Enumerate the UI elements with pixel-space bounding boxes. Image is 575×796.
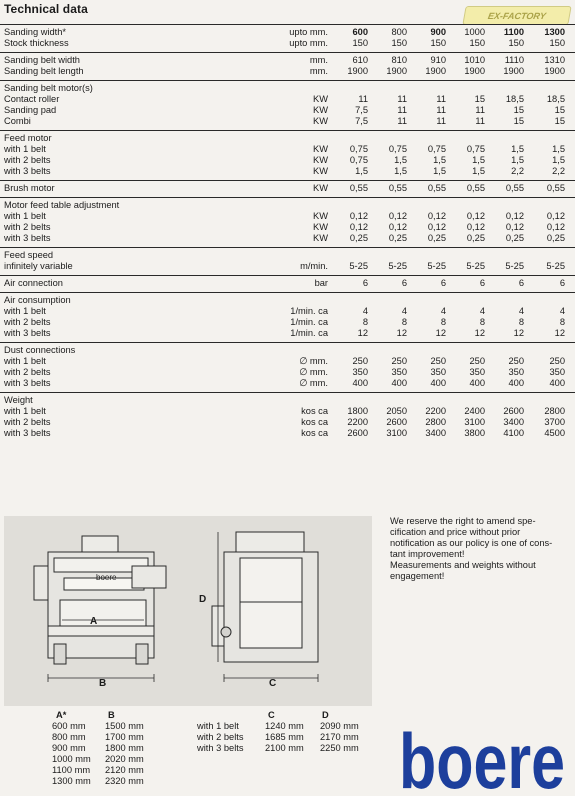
spec-value: 1,5 <box>355 166 368 176</box>
spec-row <box>0 250 575 261</box>
spec-value: 0,12 <box>505 211 524 221</box>
spec-value: 400 <box>430 378 446 388</box>
dim-a-value: 800 mm <box>52 732 86 742</box>
spec-value: 400 <box>469 378 485 388</box>
spec-value: 4 <box>401 306 407 316</box>
spec-row <box>0 278 575 289</box>
spec-row <box>0 183 575 194</box>
spec-label: with 2 belts <box>4 317 51 327</box>
spec-value: 4 <box>479 306 485 316</box>
spec-section <box>0 342 575 392</box>
spec-value: 8 <box>362 317 368 327</box>
spec-label: with 2 belts <box>4 367 51 377</box>
spec-value: 12 <box>474 328 485 338</box>
spec-row <box>0 356 575 367</box>
dim-header-c: C <box>268 710 275 720</box>
spec-section <box>0 292 575 342</box>
spec-value: 2,2 <box>552 166 565 176</box>
spec-row <box>0 306 575 317</box>
spec-label: with 2 belts <box>4 222 51 232</box>
spec-value: 5-25 <box>427 261 446 271</box>
spec-value: 6 <box>559 278 565 288</box>
spec-value: 8 <box>401 317 407 327</box>
spec-row <box>0 345 575 356</box>
spec-label: Dust connections <box>4 345 76 355</box>
spec-value: 12 <box>396 328 407 338</box>
spec-value: 0,25 <box>388 233 407 243</box>
spec-row <box>0 83 575 94</box>
spec-label: Motor feed table adjustment <box>4 200 120 210</box>
spec-section <box>0 24 575 52</box>
spec-value: 250 <box>430 356 446 366</box>
spec-value: 6 <box>401 278 407 288</box>
spec-label: with 3 belts <box>4 166 51 176</box>
note-line: tant improvement! <box>390 549 465 559</box>
dim-header-b: B <box>108 710 115 720</box>
spec-section <box>0 180 575 197</box>
spec-value: 400 <box>391 378 407 388</box>
spec-value: 350 <box>549 367 565 377</box>
spec-row <box>0 38 575 49</box>
spec-unit: mm. <box>309 66 328 76</box>
spec-row <box>0 133 575 144</box>
spec-label: Feed speed <box>4 250 54 260</box>
spec-value: 350 <box>469 367 485 377</box>
spec-value: 1900 <box>464 66 485 76</box>
spec-row <box>0 378 575 389</box>
dim-a-label: A <box>90 616 98 627</box>
spec-section <box>0 52 575 80</box>
spec-value: 150 <box>430 38 446 48</box>
spec-row <box>0 261 575 272</box>
spec-label: Feed motor <box>4 133 52 143</box>
spec-value: 12 <box>435 328 446 338</box>
spec-value: 400 <box>352 378 368 388</box>
spec-value: 150 <box>352 38 368 48</box>
spec-value: 150 <box>469 38 485 48</box>
spec-value: 0,75 <box>388 144 407 154</box>
dim-belt-label: with 2 belts <box>197 732 244 742</box>
spec-value: 12 <box>357 328 368 338</box>
spec-value: 1,5 <box>433 155 446 165</box>
spec-section <box>0 392 575 442</box>
spec-unit: ∅ mm. <box>299 367 328 377</box>
spec-value: 1110 <box>504 55 524 65</box>
spec-value: 11 <box>397 116 407 126</box>
spec-value: 12 <box>513 328 524 338</box>
spec-value: 1,5 <box>394 155 407 165</box>
spec-value: 350 <box>352 367 368 377</box>
dim-belt-label: with 1 belt <box>197 721 239 731</box>
spec-label: Sanding belt length <box>4 66 84 76</box>
spec-unit: ∅ mm. <box>299 378 328 388</box>
dim-a-value: 900 mm <box>52 743 86 753</box>
spec-label: with 3 belts <box>4 233 51 243</box>
spec-unit: KW <box>313 144 328 154</box>
dim-b-value: 2020 mm <box>105 754 144 764</box>
side-view <box>212 532 318 682</box>
spec-value: 6 <box>479 278 485 288</box>
spec-value: 600 <box>352 27 368 37</box>
spec-value: 0,55 <box>427 183 446 193</box>
spec-value: 150 <box>508 38 524 48</box>
spec-value: 250 <box>391 356 407 366</box>
logo-text: boere <box>399 720 565 792</box>
spec-value: 810 <box>391 55 407 65</box>
spec-value: 0,55 <box>466 183 485 193</box>
spec-label: with 1 belt <box>4 356 46 366</box>
spec-label: with 2 belts <box>4 417 51 427</box>
spec-value: 15 <box>513 105 524 115</box>
spec-value: 8 <box>440 317 446 327</box>
spec-value: 800 <box>391 27 407 37</box>
spec-label: Combi <box>4 116 31 126</box>
spec-value: 0,12 <box>546 222 565 232</box>
spec-value: 1100 <box>503 27 524 37</box>
spec-value: 0,25 <box>505 233 524 243</box>
spec-label: Brush motor <box>4 183 55 193</box>
note-line: cification and price without prior <box>390 527 521 537</box>
spec-value: 3100 <box>464 417 485 427</box>
spec-value: 3400 <box>503 417 524 427</box>
spec-value: 250 <box>352 356 368 366</box>
spec-row <box>0 395 575 406</box>
spec-value: 4100 <box>503 428 524 438</box>
spec-row <box>0 417 575 428</box>
spec-row <box>0 66 575 77</box>
spec-value: 4 <box>440 306 446 316</box>
spec-value: 1,5 <box>394 166 407 176</box>
spec-value: 250 <box>508 356 524 366</box>
dim-b-value: 2320 mm <box>105 776 144 786</box>
spec-value: 6 <box>518 278 524 288</box>
spec-value: 12 <box>554 328 565 338</box>
spec-label: with 3 belts <box>4 428 51 438</box>
spec-value: 0,12 <box>466 222 485 232</box>
spec-value: 8 <box>479 317 485 327</box>
spec-value: 11 <box>358 94 368 104</box>
spec-unit: upto mm. <box>289 38 328 48</box>
spec-value: 2200 <box>425 406 446 416</box>
spec-value: 1,5 <box>433 166 446 176</box>
spec-label: Sanding belt motor(s) <box>4 83 93 93</box>
spec-row <box>0 406 575 417</box>
spec-value: 0,12 <box>427 222 446 232</box>
spec-value: 15 <box>513 116 524 126</box>
spec-value: 4 <box>362 306 368 316</box>
technical-data-table <box>0 24 575 442</box>
spec-label: Sanding width* <box>4 27 67 37</box>
spec-value: 11 <box>436 94 446 104</box>
spec-value: 4500 <box>544 428 565 438</box>
spec-value: 0,12 <box>546 211 565 221</box>
spec-unit: kos ca <box>301 417 328 427</box>
spec-row <box>0 116 575 127</box>
spec-value: 250 <box>469 356 485 366</box>
spec-value: 0,25 <box>466 233 485 243</box>
spec-value: 6 <box>440 278 446 288</box>
spec-value: 15 <box>474 94 485 104</box>
spec-unit: KW <box>313 183 328 193</box>
dim-b-value: 1800 mm <box>105 743 144 753</box>
dim-d-value: 2250 mm <box>320 743 359 753</box>
spec-label: Sanding pad <box>4 105 57 115</box>
spec-value: 11 <box>475 116 485 126</box>
spec-value: 1,5 <box>552 155 565 165</box>
spec-value: 7,5 <box>355 116 368 126</box>
spec-section <box>0 80 575 130</box>
spec-value: 1300 <box>544 27 565 37</box>
spec-row <box>0 328 575 339</box>
spec-value: 250 <box>549 356 565 366</box>
spec-value: 3700 <box>544 417 565 427</box>
page-title: Technical data <box>4 2 88 16</box>
spec-unit: KW <box>313 222 328 232</box>
spec-value: 400 <box>549 378 565 388</box>
spec-label: with 1 belt <box>4 144 46 154</box>
spec-value: 8 <box>518 317 524 327</box>
spec-label: with 3 belts <box>4 378 51 388</box>
spec-value: 2800 <box>544 406 565 416</box>
spec-row <box>0 27 575 38</box>
spec-value: 150 <box>391 38 407 48</box>
spec-unit: mm. <box>309 55 328 65</box>
spec-value: 5-25 <box>349 261 368 271</box>
spec-unit: upto mm. <box>289 27 328 37</box>
spec-unit: kos ca <box>301 428 328 438</box>
spec-unit: kos ca <box>301 406 328 416</box>
spec-label: Contact roller <box>4 94 60 104</box>
spec-value: 2600 <box>503 406 524 416</box>
spec-value: 2400 <box>464 406 485 416</box>
dim-b-value: 2120 mm <box>105 765 144 775</box>
spec-row <box>0 295 575 306</box>
spec-label: Stock thickness <box>4 38 69 48</box>
spec-label: with 1 belt <box>4 306 46 316</box>
spec-value: 0,55 <box>349 183 368 193</box>
spec-row <box>0 144 575 155</box>
spec-value: 18,5 <box>546 94 565 104</box>
spec-value: 1,5 <box>552 144 565 154</box>
spec-label: Weight <box>4 395 33 405</box>
spec-row <box>0 428 575 439</box>
spec-value: 610 <box>352 55 368 65</box>
spec-value: 8 <box>559 317 565 327</box>
spec-value: 2,2 <box>511 166 524 176</box>
spec-value: 1900 <box>425 66 446 76</box>
machine-drawing-svg <box>4 516 372 706</box>
spec-value: 0,12 <box>349 211 368 221</box>
spec-value: 15 <box>554 105 565 115</box>
spec-value: 1800 <box>347 406 368 416</box>
spec-section <box>0 197 575 247</box>
spec-value: 1,5 <box>472 166 485 176</box>
spec-unit: KW <box>313 94 328 104</box>
spec-value: 400 <box>508 378 524 388</box>
spec-row <box>0 317 575 328</box>
spec-value: 0,12 <box>388 211 407 221</box>
spec-value: 350 <box>430 367 446 377</box>
spec-value: 1900 <box>503 66 524 76</box>
spec-value: 0,12 <box>466 211 485 221</box>
spec-value: 1,5 <box>472 155 485 165</box>
spec-unit: m/min. <box>300 261 328 271</box>
dim-d-value: 2170 mm <box>320 732 359 742</box>
dim-c-label: C <box>269 678 277 689</box>
spec-value: 0,55 <box>546 183 565 193</box>
spec-value: 2050 <box>386 406 407 416</box>
note-line: engagement! <box>390 571 445 581</box>
spec-value: 11 <box>475 105 485 115</box>
dim-a-value: 1300 mm <box>52 776 91 786</box>
spec-value: 5-25 <box>466 261 485 271</box>
spec-section <box>0 130 575 180</box>
ex-factory-watermark: EX-FACTORY <box>462 6 571 25</box>
spec-label: with 1 belt <box>4 406 46 416</box>
spec-value: 1900 <box>347 66 368 76</box>
spec-unit: KW <box>313 166 328 176</box>
spec-label: with 2 belts <box>4 155 51 165</box>
spec-label: infinitely variable <box>4 261 73 271</box>
spec-value: 150 <box>549 38 565 48</box>
spec-value: 0,75 <box>349 144 368 154</box>
spec-unit: ∅ mm. <box>299 356 328 366</box>
dim-belt-label: with 3 belts <box>197 743 244 753</box>
spec-label: with 1 belt <box>4 211 46 221</box>
spec-unit: KW <box>313 233 328 243</box>
spec-value: 3100 <box>386 428 407 438</box>
spec-row <box>0 94 575 105</box>
spec-value: 1000 <box>464 27 485 37</box>
machine-dimension-drawing <box>4 516 372 706</box>
spec-value: 350 <box>391 367 407 377</box>
spec-row <box>0 222 575 233</box>
spec-row <box>0 211 575 222</box>
dim-b-value: 1500 mm <box>105 721 144 731</box>
note-line: Measurements and weights without <box>390 560 536 570</box>
spec-value: 0,25 <box>427 233 446 243</box>
spec-value: 11 <box>397 105 407 115</box>
spec-unit: 1/min. ca <box>290 317 328 327</box>
spec-value: 1310 <box>544 55 565 65</box>
spec-row <box>0 55 575 66</box>
spec-value: 0,12 <box>349 222 368 232</box>
spec-unit: KW <box>313 211 328 221</box>
spec-label: Air consumption <box>4 295 71 305</box>
dim-d-label: D <box>199 594 207 605</box>
spec-value: 15 <box>554 116 565 126</box>
spec-value: 350 <box>508 367 524 377</box>
dimension-table <box>0 710 380 796</box>
spec-value: 0,25 <box>349 233 368 243</box>
spec-label: with 3 belts <box>4 328 51 338</box>
spec-row <box>0 155 575 166</box>
note-line: notification as our policy is one of cons- <box>390 538 553 548</box>
spec-value: 5-25 <box>546 261 565 271</box>
spec-unit: bar <box>314 278 328 288</box>
machine-brand-label: boere <box>96 573 117 582</box>
dim-a-value: 1100 mm <box>52 765 91 775</box>
spec-value: 1010 <box>464 55 485 65</box>
spec-value: 11 <box>436 116 446 126</box>
spec-value: 0,55 <box>505 183 524 193</box>
dim-a-value: 600 mm <box>52 721 86 731</box>
spec-value: 900 <box>430 27 446 37</box>
spec-label: Sanding belt width <box>4 55 80 65</box>
boere-logo <box>395 720 570 792</box>
front-view <box>34 536 166 682</box>
spec-unit: 1/min. ca <box>290 328 328 338</box>
spec-row <box>0 233 575 244</box>
dim-header-d: D <box>322 710 329 720</box>
spec-row <box>0 367 575 378</box>
spec-unit: KW <box>313 155 328 165</box>
spec-value: 1900 <box>544 66 565 76</box>
spec-value: 910 <box>430 55 446 65</box>
spec-value: 6 <box>362 278 368 288</box>
spec-value: 1,5 <box>511 155 524 165</box>
dim-a-value: 1000 mm <box>52 754 91 764</box>
spec-value: 5-25 <box>505 261 524 271</box>
spec-value: 2600 <box>347 428 368 438</box>
dim-header-a: A* <box>56 710 67 720</box>
spec-value: 3800 <box>464 428 485 438</box>
note-line: We reserve the right to amend spe- <box>390 516 536 526</box>
spec-section <box>0 275 575 292</box>
dim-c-value: 1685 mm <box>265 732 304 742</box>
spec-row <box>0 105 575 116</box>
spec-value: 2800 <box>425 417 446 427</box>
spec-value: 5-25 <box>388 261 407 271</box>
spec-value: 4 <box>559 306 565 316</box>
spec-unit: KW <box>313 105 328 115</box>
dim-b-label: B <box>99 678 107 689</box>
spec-value: 0,75 <box>466 144 485 154</box>
dim-c-value: 2100 mm <box>265 743 304 753</box>
spec-row <box>0 200 575 211</box>
spec-label: Air connection <box>4 278 63 288</box>
spec-value: 0,12 <box>505 222 524 232</box>
spec-unit: KW <box>313 116 328 126</box>
dim-d-value: 2090 mm <box>320 721 359 731</box>
spec-value: 1900 <box>386 66 407 76</box>
spec-value: 18,5 <box>505 94 524 104</box>
spec-value: 1,5 <box>511 144 524 154</box>
spec-value: 3400 <box>425 428 446 438</box>
spec-value: 0,75 <box>427 144 446 154</box>
spec-value: 0,12 <box>427 211 446 221</box>
spec-value: 0,55 <box>388 183 407 193</box>
spec-value: 2200 <box>347 417 368 427</box>
spec-value: 11 <box>436 105 446 115</box>
disclaimer-note <box>390 516 570 582</box>
spec-value: 2600 <box>386 417 407 427</box>
spec-unit: 1/min. ca <box>290 306 328 316</box>
spec-value: 0,12 <box>388 222 407 232</box>
dim-b-value: 1700 mm <box>105 732 144 742</box>
spec-section <box>0 247 575 275</box>
spec-value: 0,75 <box>349 155 368 165</box>
spec-value: 4 <box>518 306 524 316</box>
spec-row <box>0 166 575 177</box>
spec-value: 11 <box>397 94 407 104</box>
spec-value: 0,25 <box>546 233 565 243</box>
spec-value: 7,5 <box>355 105 368 115</box>
dim-c-value: 1240 mm <box>265 721 304 731</box>
